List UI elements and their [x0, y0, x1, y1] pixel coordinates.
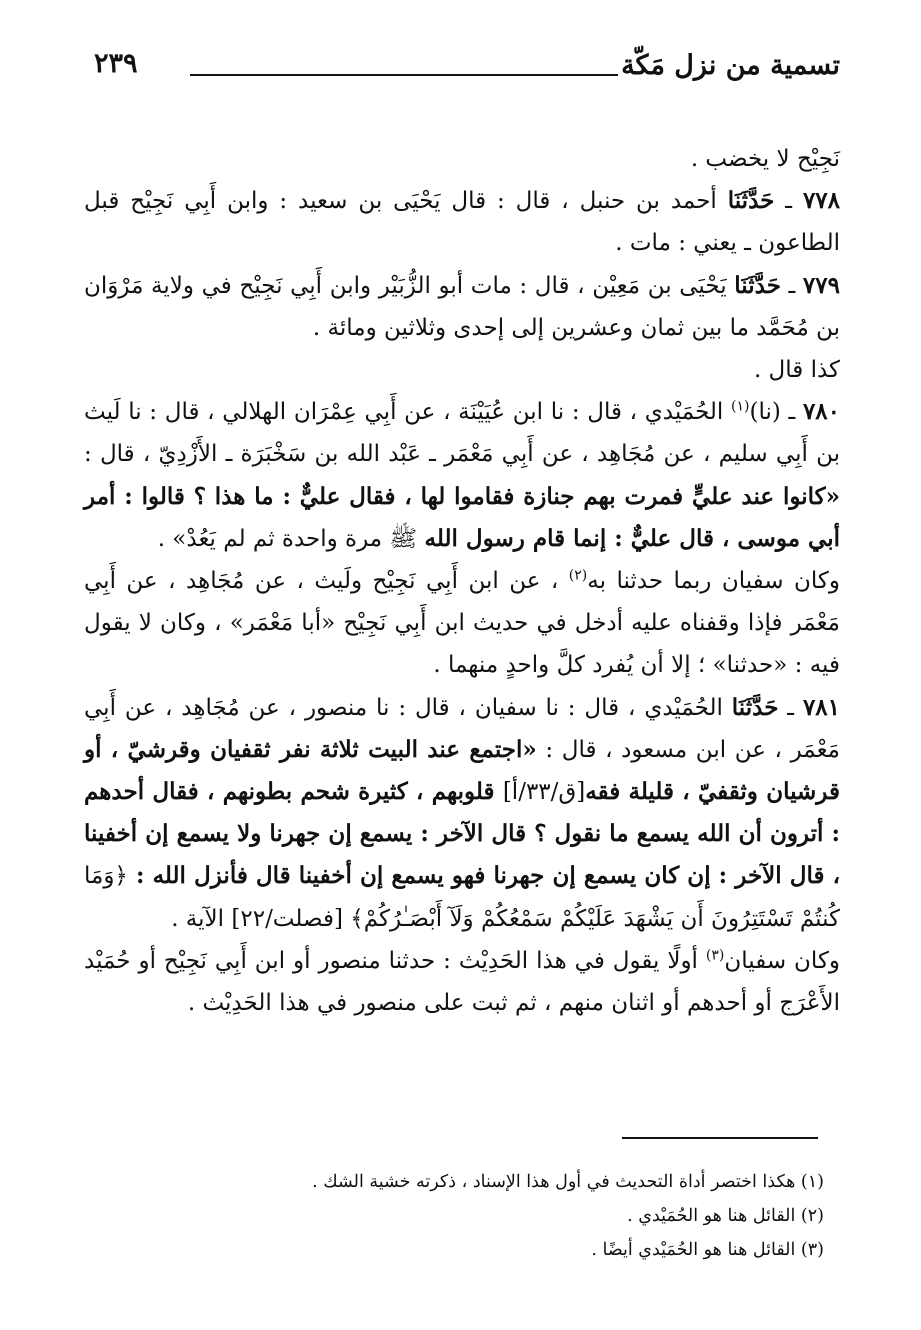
hadith-text: الحُمَيْدي ، قال : نا سفيان ، قال : نا منصور ، عن مُجَاهِد ، عن أَبِي مَعْمَر ، عن ابن مسعود ، قال : — [84, 694, 841, 763]
footnote-marker-1: (١) — [731, 398, 750, 415]
hadith-text: الحُمَيْدي ، قال : نا ابن عُيَيْنَة ، عن أَبِي عِمْرَان الهلالي ، قال : نا لَيث بن أَبِي سليم ، عن مُجَاهِد ، عن أَبِي مَعْمَر ـ عَبْد الله بن سَخْبَرَة ـ الأَزْدِيّ ، قال : — [84, 399, 840, 468]
comment-paragraph: وكان سفيان ربما حدثنا به$^{(٢)}$ ، عن ابن أَبِي نَجِيْح ولَيث ، عن مُجَاهِد ، عن أَبِي مَعْمَر فإذا وقفناه عليه أدخل في حديث ابن أَبِي نَجِيْح «أبا مَعْمَر» ، وكان لا يقول فيه : «حدثنا» ؛ إلا أن يُفرد كلَّ واحدٍ منهما . — [84, 567, 840, 679]
footnote-1: (١) هكذا اختصر أداة التحديث في أول هذا الإسناد ، ذكرته خشية الشك . — [312, 1172, 824, 1192]
verse-reference: [فصلت/٢٢] الآية . — [171, 905, 351, 932]
hadith-number: ٧٨١ — [802, 693, 840, 721]
hadith-matn-continued: قلوبهم ، كثيرة شحم بطونهم ، فقال أحدهم : أترون أن الله يسمع ما نقول ؟ قال الآخر : يسمع إن جهرنا ولا يسمع إن أخفينا ، قال الآخر : إن كان يسمع إن جهرنا فهو يسمع إن أخفينا قال فأنزل الله : — [84, 778, 840, 890]
main-text — [84, 138, 840, 1024]
hadith-number: ٧٨٠ — [802, 398, 841, 426]
running-title: تسمية من نزل مَكّة — [621, 50, 840, 81]
hadith-matn: «اجتمع عند البيت ثلاثة نفر ثقفيان وقرشيّ ، أو قرشيان وثقفيّ ، قليلة فقه — [84, 735, 840, 806]
salla-symbol: ﷺ — [382, 525, 425, 552]
hadith-number: ٧٧٨ — [802, 187, 840, 215]
footnote-2: (٢) القائل هنا هو الحُمَيْدي . — [627, 1206, 824, 1226]
footnote-separator — [622, 1137, 818, 1139]
footnote-3: (٣) القائل هنا هو الحُمَيْدي أيضًا . — [591, 1240, 824, 1260]
folio-marker: [ق/٣٣/أ] — [502, 779, 586, 806]
hadith-matn: «كانوا عند عليٍّ فمرت بهم جنازة فقاموا لها ، فقال عليٌّ : ما هذا ؟ قالوا : أمر أبي موسى ، قال عليٌّ : إنما قام رسول الله — [84, 482, 840, 552]
hadith-781: ٧٨١ ـ حَدَّثَنَا الحُمَيْدي ، قال : نا سفيان ، قال : نا منصور ، عن مُجَاهِد ، عن أَبِي مَعْمَر ، عن ابن مسعود ، قال : «اجتمع عند البيت ثلاثة نفر ثقفيان وقرشيّ ، أو قرشيان وثقفيّ ، قليلة فقه[ق/٣٣/أ] قلوبهم ، كثيرة شحم بطونهم ، فقال أحدهم : أترون أن الله يسمع ما نقول ؟ قال الآخر : يسمع إن جهرنا ولا يسمع إن أخفينا ، قال الآخر : إن كان يسمع إن جهرنا فهو يسمع إن أخفينا قال فأنزل الله : ﴿وَمَا كُنتُمْ تَسْتَتِرُونَ أَن يَشْهَدَ عَلَيْكُمْ سَمْعُكُمْ وَلَآ أَبْصَـٰرُكُمْ﴾ [فصلت/٢٢] الآية . — [84, 693, 841, 932]
page-number: ٢٣٩ — [94, 48, 138, 79]
comment-paragraph: كذا قال . — [753, 357, 840, 384]
quran-verse: ﴿وَمَا كُنتُمْ تَسْتَتِرُونَ أَن يَشْهَدَ عَلَيْكُمْ سَمْعُكُمْ وَلَآ أَبْصَـٰرُكُمْ﴾ — [84, 863, 840, 932]
hadith-778: ٧٧٨ ـ حَدَّثَنَا أحمد بن حنبل ، قال : قال يَحْيَى بن سعيد : وابن أَبِي نَجِيْح قبل الطاعون ـ يعني : مات . — [84, 187, 840, 257]
hadith-text: يَحْيَى بن مَعِيْن ، قال : مات أبو الزُّبَيْر وابن أَبِي نَجِيْح في ولاية مَرْوَان بن مُحَمَّد ما بين ثمان وعشرين إلى إحدى وثلاثين ومائة . — [84, 272, 840, 341]
haddathana-word: حَدَّثَنَا — [731, 693, 779, 721]
haddathana-word: حَدَّثَنَا — [727, 187, 775, 215]
footnote-marker-2: (٢) — [568, 567, 588, 584]
hadith-number: ٧٧٩ — [802, 271, 840, 299]
hadith-780: ٧٨٠ ـ (نا)$^{(١)}$ الحُمَيْدي ، قال : نا ابن عُيَيْنَة ، عن أَبِي عِمْرَان الهلالي ، قال : نا لَيث بن أَبِي سليم ، عن مُجَاهِد ، عن أَبِي مَعْمَر ـ عَبْد الله بن سَخْبَرَة ـ الأَزْدِيّ ، قال : «كانوا عند عليٍّ فمرت بهم جنازة فقاموا لها ، فقال عليٌّ : ما هذا ؟ قالوا : أمر أبي موسى ، قال عليٌّ : إنما قام رسول الله ﷺ مرة واحدة ثم لم يَعُدْ» . — [84, 398, 841, 552]
page-header — [80, 44, 840, 94]
haddathana-word: حَدَّثَنَا — [734, 271, 781, 299]
header-rule — [190, 74, 618, 76]
paragraph-continuation: نَجِيْح لا يخضب . — [690, 146, 840, 172]
footnotes — [84, 1165, 824, 1267]
hadith-text: أحمد بن حنبل ، قال : قال يَحْيَى بن سعيد : وابن أَبِي نَجِيْح قبل الطاعون ـ يعني : مات . — [84, 188, 840, 257]
hadith-779: ٧٧٩ ـ حَدَّثَنَا يَحْيَى بن مَعِيْن ، قال : مات أبو الزُّبَيْر وابن أَبِي نَجِيْح في ولاية مَرْوَان بن مُحَمَّد ما بين ثمان وعشرين إلى إحدى وثلاثين ومائة . — [84, 271, 840, 341]
footnote-marker-3: (٣) — [705, 947, 725, 964]
comment-paragraph: وكان سفيان$^{(٣)}$ أولًا يقول في هذا الحَدِيْث : حدثنا منصور أو ابن أَبِي نَجِيْح أو حُمَيْد الأَعْرَج أو أحدهم أو اثنان منهم ، ثم ثبت على منصور في هذا الحَدِيْث . — [84, 947, 841, 1017]
